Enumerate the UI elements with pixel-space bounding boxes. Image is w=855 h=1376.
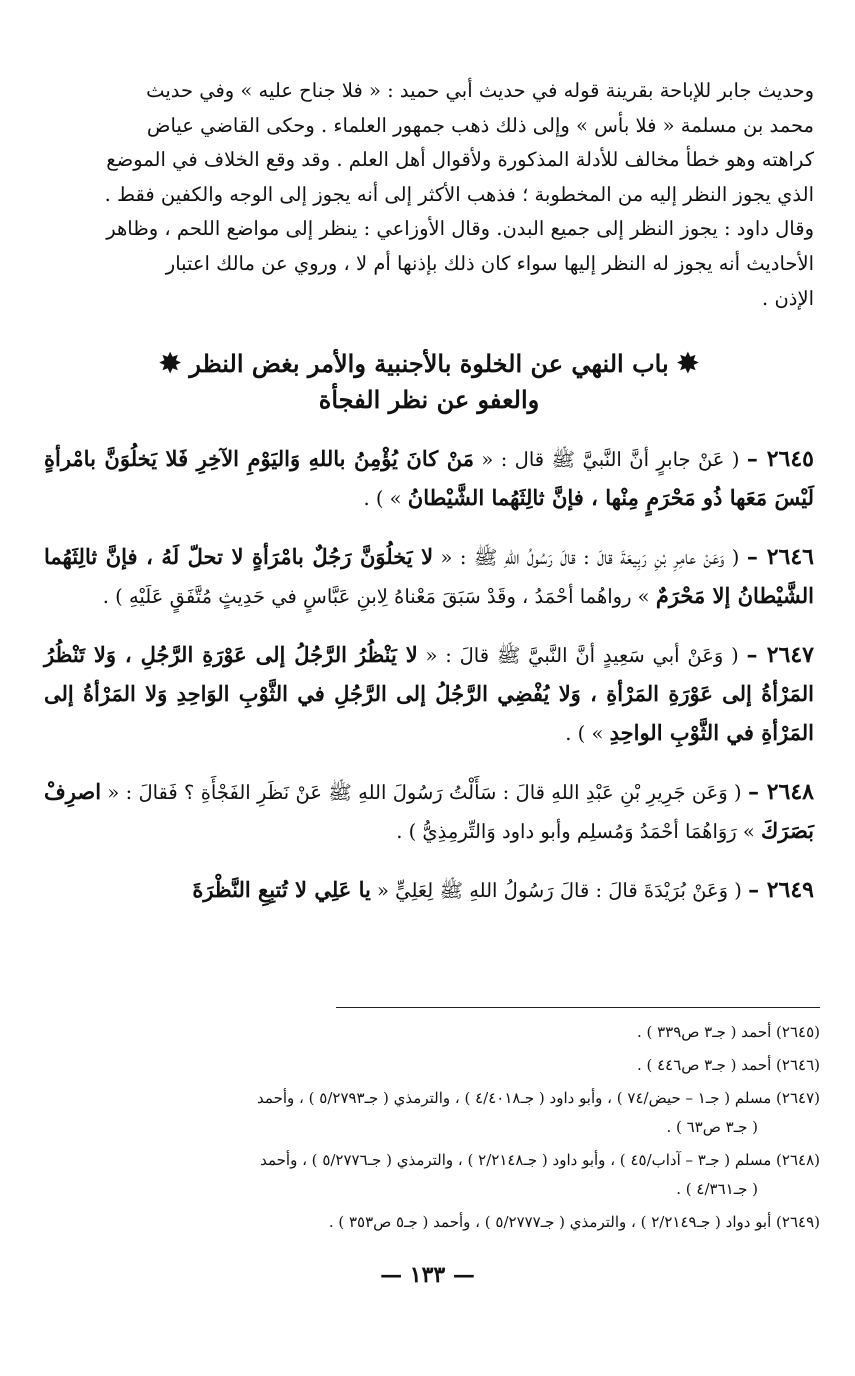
footnotes [50, 1018, 820, 1241]
hadith-text: لا يَنْظُرُ الرَّجُلُ إلى عَوْرَةِ الرَّجُلِ ، وَلا تَنْظُرُ المَرْأةُ إلى عَوْرَةِ المَرْأةِ ، وَلا يُفْضِي الرَّجُلُ إلى الرَّجُلِ في الثَّوْبِ الوَاحِدِ وَلا المَرْأةُ إلى المَرْأةِ في الثَّوْبِ الواحِدِ [44, 642, 814, 746]
intro-line: الذي يجوز النظر إليه من المخطوبة ؛ فذهب الأكثر إلى أنه يجوز إلى الوجه والكفين فقط . [104, 182, 814, 206]
hadith-2647 [44, 636, 814, 753]
footnote-line: (٢٦٤٦) أحمد ( جـ٣ ص٤٤٦ ) . [636, 1056, 820, 1074]
hadith-2649 [44, 871, 814, 910]
hadith-intro: ( وَعَن جَرِيرِ بْنِ عَبْدِ اللهِ قالَ : سَأَلْتُ رَسُولَ اللهِ ﷺ عَنْ نَظَرِ الفَجْأَةِ ؟ فَقالَ : « [101, 781, 742, 805]
footnote-line: (٢٦٤٥) أحمد ( جـ٣ ص٣٣٩ ) . [636, 1023, 820, 1041]
footnote-item [50, 1051, 820, 1080]
footnote-continuation: ( جـ٤/٣٦١ ) . [676, 1180, 758, 1198]
hadith-number: ٢٦٤٦ – [746, 544, 814, 571]
intro-line: كراهته وهو خطأ مخالف للأدلة المذكورة ولأقوال أهل العلم . وقد وقع الخلاف في الموضع [106, 148, 814, 172]
intro-line: الأحاديث أنه يجوز له النظر إليها سواء كان ذلك بإذنها أم لا ، وروي عن مالك اعتبار [165, 251, 814, 275]
hadith-outro: » ) . [363, 487, 408, 511]
hadith-intro: ( وَعَنْ بُرَيْدَةَ قالَ : قالَ رَسُولُ اللهِ ﷺ لِعَلِيٍّ « [370, 879, 742, 903]
footnote-line: (٢٦٤٨) مسلم ( جـ٣ – آداب/٤٥ ) ، وأبو داود ( جـ٢/٢١٤٨ ) ، والترمذي ( جـ٥/٢٧٧٦ ) ، وأحمد [260, 1151, 820, 1169]
hadith-number: ٢٦٤٩ – [748, 877, 814, 904]
hadith-2648 [44, 773, 814, 851]
hadith-outro: » ) . [565, 722, 610, 746]
footnote-item [50, 1084, 820, 1142]
footnote-item [50, 1208, 820, 1237]
chapter-title-line-1 [44, 346, 814, 382]
hadith-text: مَنْ كانَ يُؤْمِنُ باللهِ وَاليَوْمِ الآخِرِ فَلا يَخلُوَنَّ بامْرأةٍ لَيْسَ مَعَها ذُو مَحْرَمٍ مِنْها ، فإنَّ ثالِثَهُما الشَّيْطانُ [44, 446, 814, 511]
chapter-title [44, 346, 814, 418]
intro-line: محمد بن مسلمة « فلا بأس » وإلى ذلك ذهب جمهور العلماء . وحكى القاضي عياض [146, 113, 814, 137]
hadith-2646 [44, 538, 814, 616]
footnote-continuation: ( جـ٣ ص٦٣ ) . [666, 1118, 758, 1136]
page-number: — ١٣٣ — [380, 1262, 475, 1288]
intro-line: وحديث جابر للإباحة بقرينة قوله في حديث أبي حميد : « فلا جناح عليه » وفي حديث [146, 79, 814, 102]
page-body [44, 74, 814, 930]
hadith-intro: ( عَنْ جابرٍ أنَّ النَّبيَّ ﷺ قال : « [473, 448, 740, 472]
footnote-item [50, 1018, 820, 1047]
footnote-item [50, 1146, 820, 1204]
hadith-text: اصرِفْ بَصَرَكَ [44, 779, 814, 844]
hadith-number: ٢٦٤٥ – [746, 446, 814, 473]
chapter-title-text: باب النهي عن الخلوة بالأجنبية والأمر بغض النظر [189, 349, 669, 379]
hadith-outro: » رَوَاهُمَا أحْمَدُ وَمُسلِم وأبو داود وَالتِّرمِذِيُّ ) . [396, 820, 762, 844]
hadith-number: ٢٦٤٧ – [746, 642, 814, 669]
hadith-text: لا يَخلُوَنَّ رَجُلٌ بامْرَأةٍ لا تحلّ لَهُ ، فإنَّ ثالِثَهُما الشَّيْطانُ إلا مَحْرَمٌ [44, 544, 814, 609]
hadith-outro: » رواهُما أحْمَدُ ، وقَدْ سَبَقَ مَعْناهُ لِابنِ عَبَّاسٍ في حَدِيثٍ مُتَّفَقٍ عَلَيْهِ ) . [102, 585, 656, 609]
star-ornament-icon: ✸ [159, 349, 181, 380]
star-ornament-icon: ✸ [677, 349, 699, 380]
hadith-2645 [44, 440, 814, 518]
footnote-separator [336, 1007, 820, 1008]
intro-line: الإذن . [762, 286, 814, 310]
hadith-text: يا عَلِي لا تُتبِعِ النَّظْرَةَ [192, 877, 371, 903]
footnote-line: (٢٦٤٩) أبو دواد ( جـ٢/٢١٤٩ ) ، والترمذي ( جـ٥/٢٧٧٧ ) ، وأحمد ( جـ٥ ص٣٥٣ ) . [328, 1213, 820, 1231]
chapter-title-line-2: والعفو عن نظر الفجأة [318, 385, 540, 415]
hadith-number: ٢٦٤٨ – [747, 779, 814, 806]
intro-line: وقال داود : يجوز النظر إلى جميع البدن. وقال الأوزاعي : ينظر إلى مواضع اللحم ، وظاهر [106, 217, 814, 241]
hadith-intro: ( وَعَنْ أبي سَعِيدٍ أنَّ النَّبيَّ ﷺ قالَ : « [417, 644, 739, 668]
hadith-intro: ( وَعَنْ عامِرِ بْنِ رَبِيعَةَ قالَ : قالَ رَسُولُ اللهِ ﷺ : « [433, 546, 740, 570]
intro-paragraph [44, 74, 814, 316]
footnote-line: (٢٦٤٧) مسلم ( جـ١ – حيض/٧٤ ) ، وأبو داود ( جـ٤/٤٠١٨ ) ، والترمذي ( جـ٥/٢٧٩٣ ) ، وأحمد [257, 1089, 820, 1107]
